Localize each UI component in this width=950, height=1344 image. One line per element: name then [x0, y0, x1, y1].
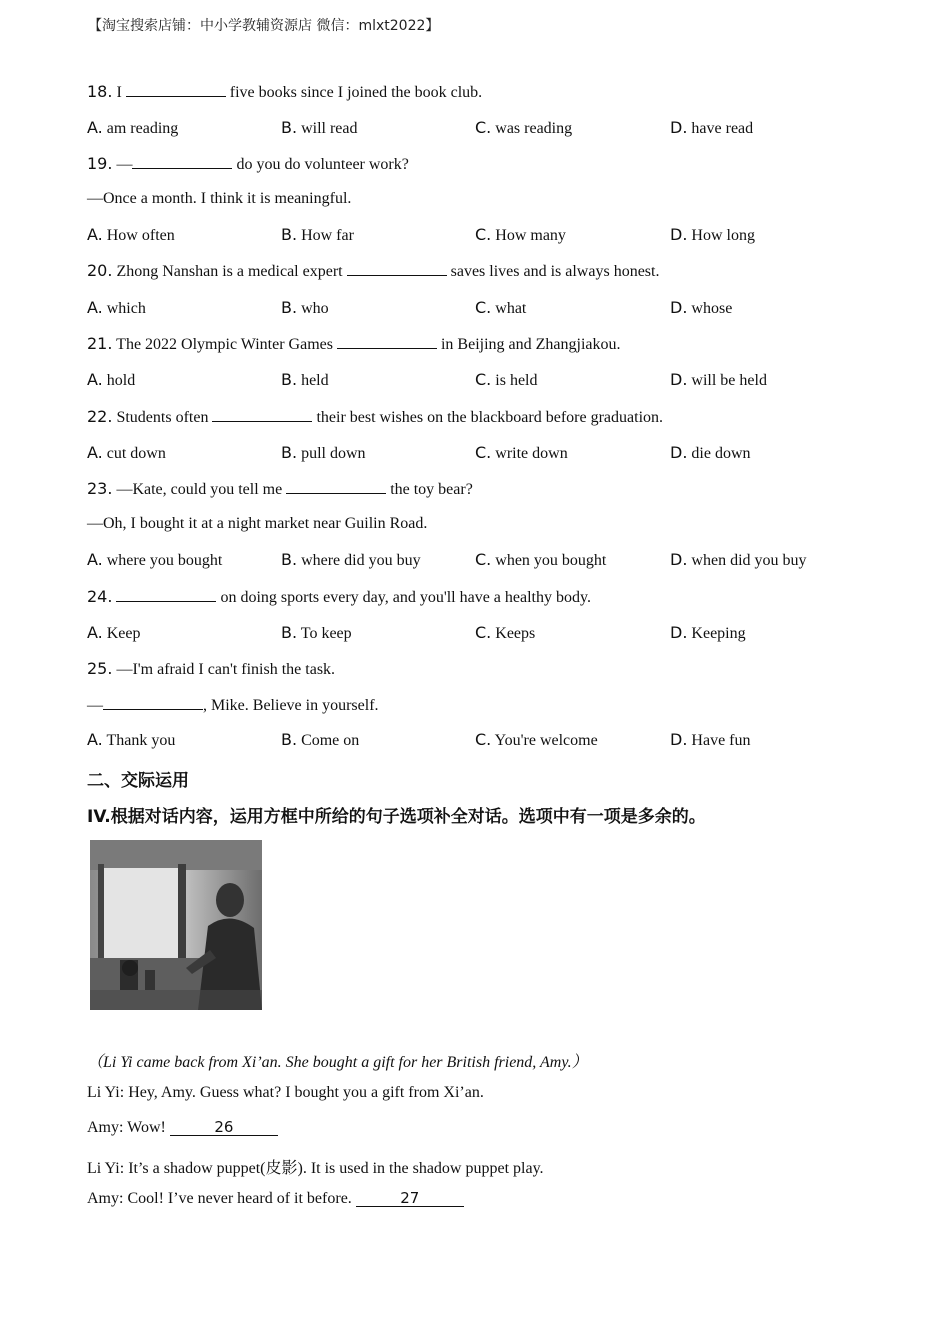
page-header: 【淘宝搜索店铺：中小学教辅资源店 微信：mlxt2022】	[88, 18, 440, 34]
answer-blank	[347, 261, 447, 276]
section-instruction: IV.根据对话内容，运用方框中所给的句子选项补全对话。选项中有一项是多余的。	[87, 807, 706, 827]
option-d[interactable]: D. How long	[670, 225, 755, 244]
option-b[interactable]: B. will read	[281, 118, 358, 137]
option-d[interactable]: D. whose	[670, 298, 733, 317]
question-22	[87, 407, 663, 427]
option-c[interactable]: C. write down	[475, 443, 568, 462]
question-23-response: —Oh, I bought it at a night market near Guilin Road.	[87, 515, 428, 532]
option-b[interactable]: B. Come on	[281, 730, 360, 749]
option-a[interactable]: A. which	[87, 298, 146, 317]
question-text-post: on doing sports every day, and you'll have a healthy body.	[216, 589, 591, 606]
question-number: 25.	[87, 659, 113, 678]
option-a[interactable]: A. Keep	[87, 623, 141, 642]
option-d[interactable]: D. will be held	[670, 370, 767, 389]
question-19-response: —Once a month. I think it is meaningful.	[87, 190, 352, 207]
option-b[interactable]: B. who	[281, 298, 329, 317]
question-text-pre: —Kate, could you tell me	[116, 481, 287, 498]
dialogue-line-3: Li Yi: It’s a shadow puppet(皮影). It is used in the shadow puppet play.	[87, 1160, 544, 1177]
question-number: 19.	[87, 154, 113, 173]
question-23	[87, 479, 473, 499]
dialogue-line-2: Amy: Wow! 26	[87, 1119, 278, 1137]
question-number: 22.	[87, 407, 113, 426]
option-c[interactable]: C. when you bought	[475, 550, 607, 569]
question-text-post: their best wishes on the blackboard before graduation.	[312, 409, 664, 426]
answer-blank	[116, 587, 216, 602]
option-b[interactable]: B. How far	[281, 225, 354, 244]
option-b[interactable]: B. pull down	[281, 443, 366, 462]
question-text-post: five books since I joined the book club.	[225, 84, 483, 101]
question-25	[87, 659, 335, 679]
option-d[interactable]: D. have read	[670, 118, 754, 137]
option-b[interactable]: B. To keep	[281, 623, 352, 642]
question-20	[87, 261, 659, 281]
question-text-post: the toy bear?	[386, 481, 473, 498]
answer-blank	[126, 82, 226, 97]
option-c[interactable]: C. was reading	[475, 118, 573, 137]
option-d[interactable]: D. die down	[670, 443, 751, 462]
dialogue-context: （Li Yi came back from Xi’an. She bought a gift for her British friend, Amy.）	[87, 1054, 588, 1071]
question-number: 18.	[87, 82, 113, 101]
answer-blank	[132, 154, 232, 169]
answer-blank	[103, 695, 203, 710]
option-a[interactable]: A. Thank you	[87, 730, 176, 749]
question-text-pre: Zhong Nanshan is a medical expert	[116, 263, 347, 280]
question-number: 20.	[87, 261, 113, 280]
question-text-post: do you do volunteer work?	[232, 156, 409, 173]
option-a[interactable]: A. am reading	[87, 118, 179, 137]
question-text-pre: The 2022 Olympic Winter Games	[116, 336, 337, 353]
dialogue-line-1: Li Yi: Hey, Amy. Guess what? I bought you a gift from Xi’an.	[87, 1084, 484, 1101]
question-18	[87, 82, 482, 102]
answer-blank-27[interactable]: 27	[356, 1190, 464, 1207]
option-c[interactable]: C. You're welcome	[475, 730, 598, 749]
question-text-post: saves lives and is always honest.	[446, 263, 660, 280]
option-a[interactable]: A. hold	[87, 370, 136, 389]
question-text-pre: I	[116, 84, 126, 101]
answer-blank	[286, 479, 386, 494]
option-d[interactable]: D. Have fun	[670, 730, 751, 749]
dialogue-line-4: Amy: Cool! I’ve never heard of it before. 27	[87, 1190, 464, 1208]
option-d[interactable]: D. Keeping	[670, 623, 746, 642]
option-a[interactable]: A. cut down	[87, 443, 166, 462]
answer-blank	[212, 407, 312, 422]
question-text-post: in Beijing and Zhangjiakou.	[436, 336, 621, 353]
option-b[interactable]: B. where did you buy	[281, 550, 421, 569]
shadow-puppet-photo	[90, 840, 262, 1010]
answer-blank	[337, 334, 437, 349]
question-number: 23.	[87, 479, 113, 498]
option-a[interactable]: A. where you bought	[87, 550, 223, 569]
option-c[interactable]: C. How many	[475, 225, 566, 244]
question-number: 21.	[87, 334, 113, 353]
section-title: 二、交际运用	[87, 771, 189, 791]
question-24	[87, 587, 591, 607]
question-number: 24.	[87, 587, 113, 606]
question-text-pre: —I'm afraid I can't finish the task.	[116, 661, 336, 678]
question-19	[87, 154, 409, 174]
option-c[interactable]: C. is held	[475, 370, 538, 389]
option-a[interactable]: A. How often	[87, 225, 175, 244]
question-text-pre: Students often	[116, 409, 213, 426]
question-text-pre: —	[116, 156, 133, 173]
question-21	[87, 334, 621, 354]
option-b[interactable]: B. held	[281, 370, 329, 389]
option-d[interactable]: D. when did you buy	[670, 550, 807, 569]
answer-blank-26[interactable]: 26	[170, 1119, 278, 1136]
option-c[interactable]: C. what	[475, 298, 527, 317]
option-c[interactable]: C. Keeps	[475, 623, 536, 642]
question-25-response: — , Mike. Believe in yourself.	[87, 697, 379, 714]
